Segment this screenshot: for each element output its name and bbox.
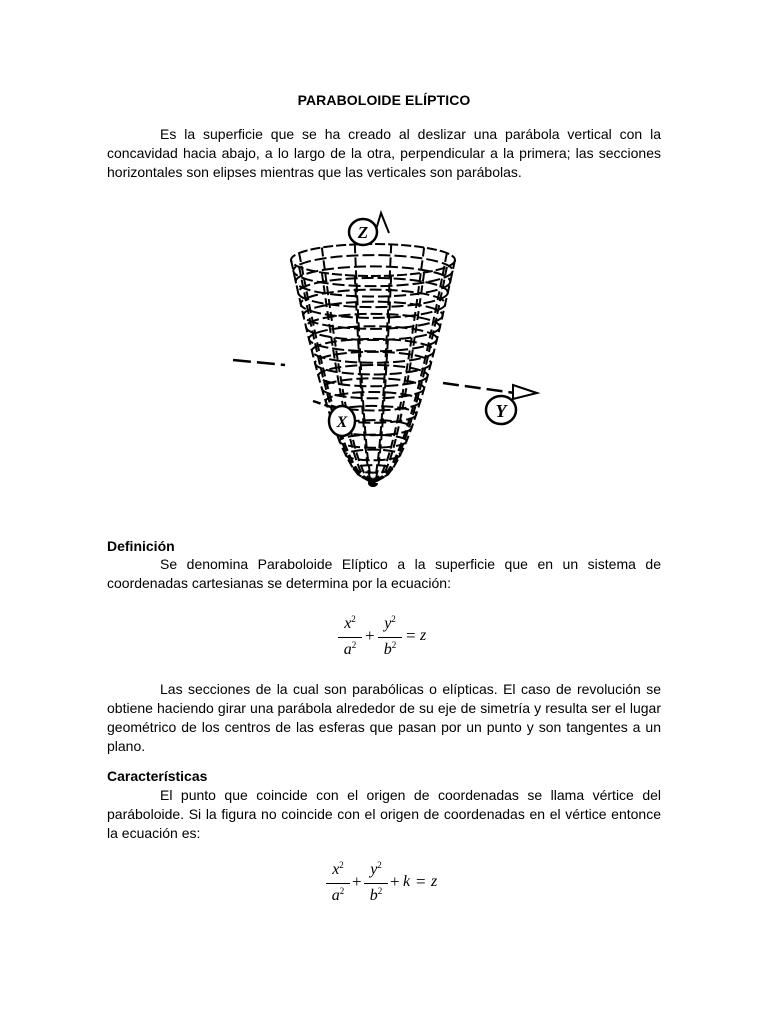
page-title: PARABOLOIDE ELÍPTICO	[297, 92, 471, 108]
x-over-a-fraction: $x^2$ $a^2$	[338, 612, 362, 664]
sections-paragraph: Las secciones de la cual son parabólicas o elípticas. El caso de revolución se obtiene haciendo girar una parábola alrededor de su eje de simetría y resulta ser el lugar geométrico de los centros de las esferas que pasan por un punto y son tangentes a un plano.	[107, 681, 661, 754]
mesh-ring	[315, 352, 431, 375]
mesh-ring	[309, 326, 437, 351]
definition-paragraph: Se denomina Paraboloide Elíptico a la superficie que en un sistema de coordenadas cartesianas se determina por la ecuación:	[107, 556, 661, 591]
characteristics-paragraph: El punto que coincide con el origen de coordenadas se llama vértice del paráboloide. Si la figura no coincide con el origen de coordenadas en el vértice entonce la ecuación es:	[107, 787, 661, 841]
mesh-ring	[318, 365, 427, 386]
paraboloid-figure	[225, 205, 545, 495]
x-axis-label	[329, 406, 355, 436]
svg-text:Z: Z	[357, 223, 369, 242]
svg-text:X: X	[336, 414, 348, 431]
y-over-b-fraction: $y^2$ $b^2$	[364, 858, 388, 910]
y-axis-label	[486, 396, 516, 424]
translated-paraboloid-equation: $x^2$ $a^2$ + $y^2$ $b^2$ + k = z	[326, 858, 456, 913]
paraboloid-mesh	[291, 244, 455, 485]
svg-text:Y: Y	[495, 401, 507, 421]
y-over-b-fraction: $y^2$ $b^2$	[378, 612, 402, 664]
mesh-ring	[340, 435, 407, 448]
intro-paragraph: Es la superficie que se ha creado al deslizar una parábola vertical con la concavidad hacia abajo, a lo largo de la otra, perpendicular a la primera; las secciones horizontales son elipses mientras que las verticales son parábolas.	[107, 126, 661, 180]
characteristics-heading: Características	[107, 768, 208, 784]
z-axis-label	[349, 219, 377, 245]
x-over-a-fraction: $x^2$ $a^2$	[326, 858, 350, 910]
mesh-ring	[303, 302, 442, 329]
paraboloid-equation: $x^2$ $a^2$ + $y^2$ $b^2$ = z	[338, 612, 448, 667]
definition-heading: Definición	[107, 538, 175, 554]
